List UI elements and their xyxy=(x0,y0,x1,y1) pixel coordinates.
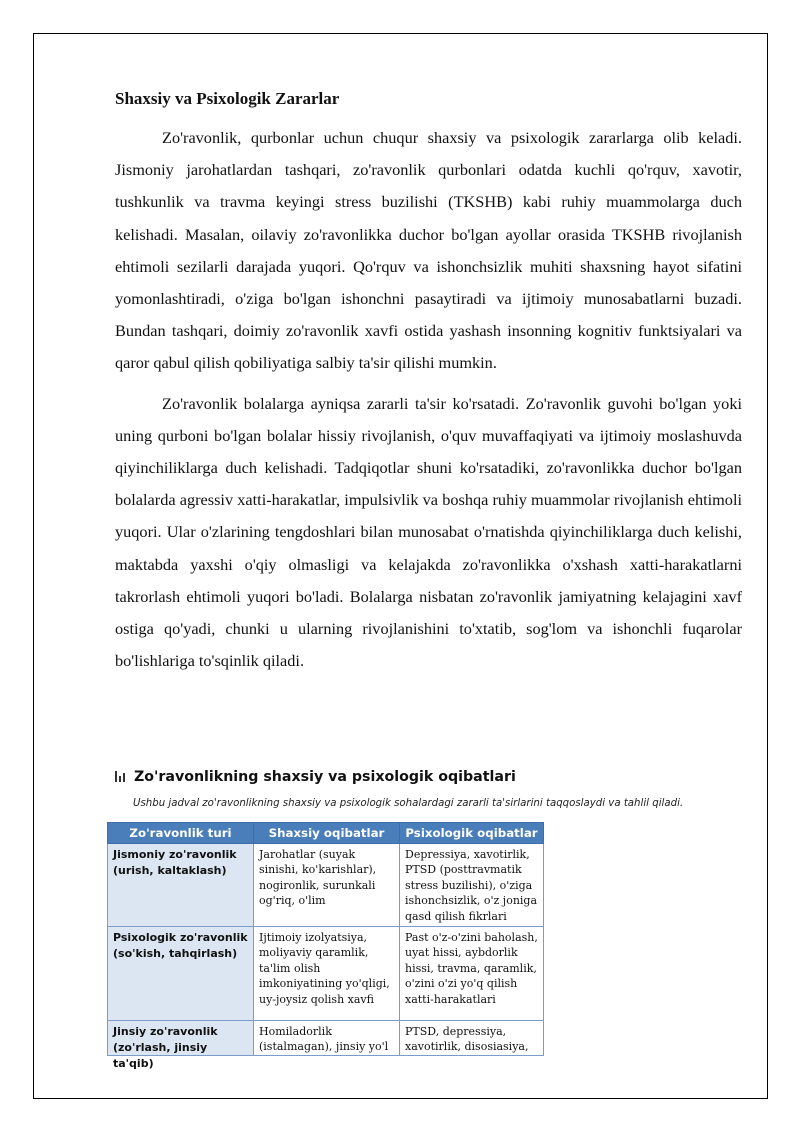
cell-psychological: Depressiya, xavotirlik, PTSD (posttravmatik stress buzilishi), o'ziga ishonchsizlik, o'z joniga qasd qilish fikrlari xyxy=(400,844,544,927)
column-header-type: Zo'ravonlik turi xyxy=(108,823,254,844)
cell-type: Psixologik zo'ravonlik (so'kish, tahqirlash) xyxy=(108,927,254,1021)
cell-type-text: Jinsiy zo'ravonlik (zo'rlash, jinsiy ta'qib) xyxy=(113,1025,218,1071)
cell-type: Jismoniy zo'ravonlik (urish, kaltaklash) xyxy=(108,844,254,927)
cell-personal: Ijtimoiy izolyatsiya, moliyaviy qaramlik, ta'lim olish imkoniyatining yo'qligi, uy-joysiz qolish xavfi xyxy=(254,927,400,1021)
table-row xyxy=(108,927,544,1021)
paragraph-1: Zo'ravonlik, qurbonlar uchun chuqur shaxsiy va psixologik zararlarga olib keladi. Jismoniy jarohatlardan tashqari, zo'ravonlik qurbonlari odatda kuchli qo'rquv, xavotir, tushkunlik va travma keyingi stress buzilishi (TKSHB) kabi ruhiy muammolarga duch kelishadi. Masalan, oilaviy zo'ravonlikka duchor bo'lgan ayollar orasida TKSHB rivojlanish ehtimoli sezilarli darajada yuqori. Qo'rquv va ishonchsizlik muhiti shaxsning hayot sifatini yomonlashtiradi, o'ziga bo'lgan ishonchni pasaytiradi va ijtimoiy munosabatlarni buzadi. Bundan tashqari, doimiy zo'ravonlik xavfi ostida yashash insonning kognitiv funktsiyalari va qaror qabul qilish qobiliyatiga salbiy ta'sir qilishi mumkin. xyxy=(115,128,742,373)
cell-personal-text: Homiladorlik (istalmagan), jinsiy yo'l xyxy=(259,1025,389,1054)
cell-personal: Jarohatlar (suyak sinishi, ko'karishlar), nogironlik, surunkali og'riq, o'lim xyxy=(254,844,400,927)
bar-chart-icon xyxy=(115,771,126,782)
column-header-psychological: Psixologik oqibatlar xyxy=(400,823,544,844)
cell-personal xyxy=(254,1021,400,1056)
cell-psychological: Past o'z-o'zini baholash, uyat hissi, aybdorlik hissi, travma, qaramlik, o'zini o'zi yo'q qilish xatti-harakatlari xyxy=(400,927,544,1021)
table-title xyxy=(115,766,516,788)
cell-psychological-text: PTSD, depressiya, xavotirlik, disosiasiya, xyxy=(405,1025,529,1054)
cell-psychological xyxy=(400,1021,544,1056)
document-body xyxy=(115,86,742,677)
table-row xyxy=(108,1021,544,1056)
table-title-text: Zo'ravonlikning shaxsiy va psixologik oqibatlari xyxy=(134,769,516,785)
cell-type xyxy=(108,1021,254,1071)
column-header-personal: Shaxsiy oqibatlar xyxy=(254,823,400,844)
table-row xyxy=(108,844,544,927)
table-caption: Ushbu jadval zo'ravonlikning shaxsiy va psixologik sohalardagi zararli ta'sirlarini taqqoslaydi va tahlil qiladi. xyxy=(133,798,684,809)
section-heading: Shaxsiy va Psixologik Zararlar xyxy=(115,89,340,108)
consequences-table xyxy=(107,822,544,1071)
paragraph-2: Zo'ravonlik bolalarga ayniqsa zararli ta'sir ko'rsatadi. Zo'ravonlik guvohi bo'lgan yoki uning qurboni bo'lgan bolalar hissiy rivojlanish, o'quv muvaffaqiyati va ijtimoiy moslashuvda qiyinchiliklarga duch kelishadi. Tadqiqotlar shuni ko'rsatadiki, zo'ravonlikka duchor bo'lgan bolalarda agressiv xatti-harakatlar, impulsivlik va boshqa ruhiy muammolar rivojlanish ehtimoli yuqori. Ular o'zlarining tengdoshlari bilan munosabat o'rnatishda qiyinchiliklarga duch kelishi, maktabda yaxshi o'qiy olmasligi va kelajakda zo'ravonlikka o'xshash xatti-harakatlarni takrorlash ehtimoli yuqori bo'ladi. Bolalarga nisbatan zo'ravonlik jamiyatning kelajagini xavf ostiga qo'yadi, chunki u ularning rivojlanishini to'xtatib, sog'lom va ishonchli fuqarolar bo'lishlariga to'sqinlik qiladi. xyxy=(115,393,742,671)
table-header-row xyxy=(108,823,544,844)
